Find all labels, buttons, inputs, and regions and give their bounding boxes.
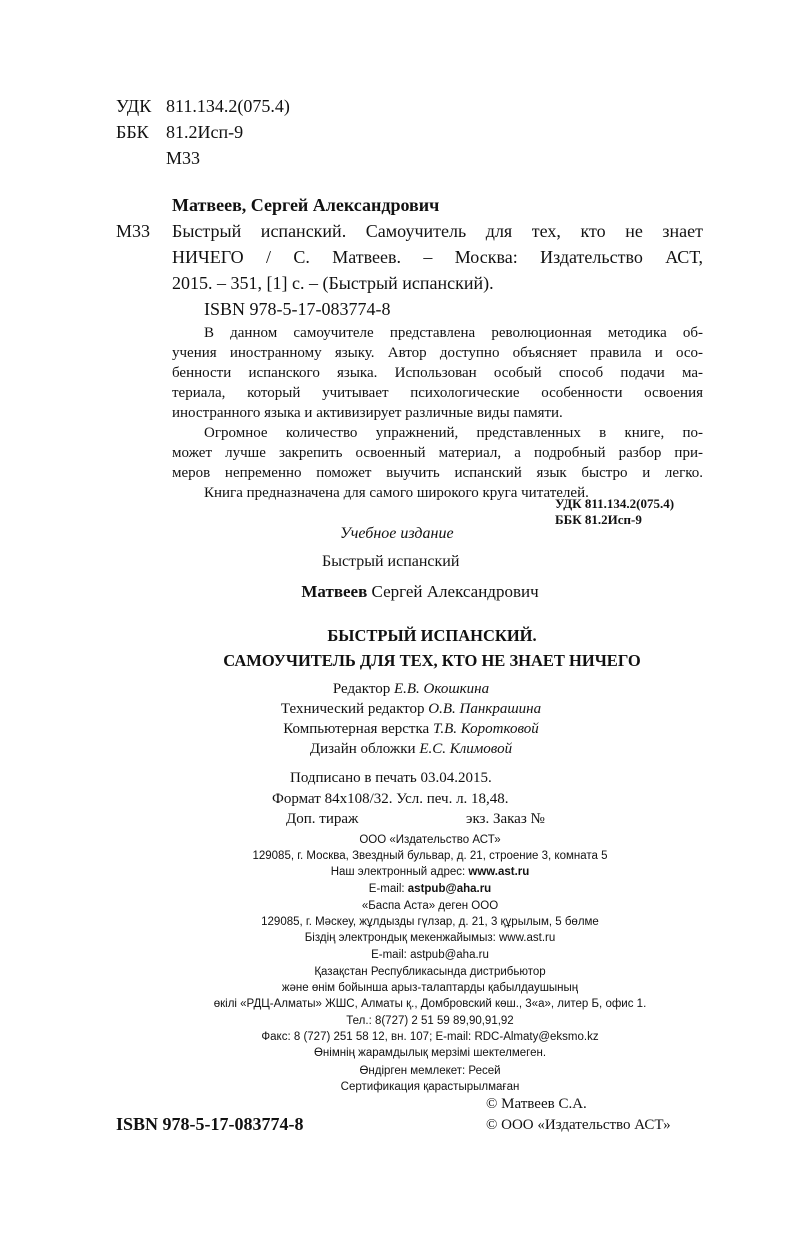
catalog-title-line-3: 2015. – 351, [1] с. – (Быстрый испанский). [172,273,494,293]
book-title-line-2: САМОУЧИТЕЛЬ ДЛЯ ТЕХ, КТО НЕ ЗНАЕТ НИЧЕГО [223,651,641,670]
annotation-line: иностранного языка и активизирует различные виды памяти. [172,405,563,421]
annotation-line: бенности испанского языка. Использован особый способ подачи ма- [172,365,703,381]
certification-note: Сертификация қарастырылмаған [340,1081,520,1094]
catalog-author-heading: Матвеев, Сергей Александрович [172,195,440,215]
catalog-title-line-2: НИЧЕГО / С. Матвеев. – Москва: Издательство АСТ, [172,247,703,267]
staff-name: Е.В. Окошкина [393,681,490,697]
publisher-ru [150,832,710,897]
origin-country: Өндірген мемлекет: Ресей [359,1065,501,1077]
book-format: Формат 84x108/32. Усл. печ. л. 18,48. [272,791,509,807]
copyright-author: © Матвеев С.А. [486,1096,587,1112]
header-bbk-label: ББК [116,122,149,142]
distributor-line: Факс: 8 (727) 251 58 12, вн. 107; E-mail: RDC-Almaty@eksmo.kz [261,1030,599,1043]
distributor [150,964,710,1061]
publisher-ru-email-label: E-mail: [368,882,405,895]
annotation-line: меров непременно поможет выучить испанский язык быстро и легко. [172,465,703,481]
publisher-ru-site-label: Наш электронный адрес: [330,866,466,879]
edition-type: Учебное издание [340,525,454,542]
staff-role: Дизайн обложки [309,741,416,757]
publisher-ru-site: www.ast.ru [468,866,530,879]
publisher-kz-name: «Баспа Аста» деген ООО [361,900,499,912]
distributor-line: Тел.: 8(727) 2 51 59 89,90,91,92 [346,1014,514,1027]
header-bbk-value: 81.2Исп-9 [166,122,244,142]
distributor-line: Қазақстан Республикасында дистрибьютор [314,966,546,978]
annotation-line: териала, который учитывает психологические особенности освоения [172,385,703,401]
footer-isbn: ISBN 978-5-17-083774-8 [116,1114,304,1134]
distributor-line: өкілі «РДЦ-Алматы» ЖШС, Алматы қ., Домбровский көш., 3«а», литер Б, офис 1. [213,998,647,1011]
publisher-ru-email-line [150,881,710,897]
staff-role: Редактор [332,681,391,697]
catalog-udk-right: УДК 811.134.2(075.4) [555,496,675,511]
staff-role: Компьютерная верстка [283,721,430,737]
staff-cover-design [36,740,786,759]
publisher-kz [150,898,710,963]
staff-name: Е.С. Климовой [419,741,513,757]
staff-layout [36,720,786,739]
distributor-line: Өнімнің жарамдылық мерзімі шектелмеген. [313,1047,547,1060]
annotation-line: В данном самоучителе представлена революционная методика об- [204,325,703,341]
catalog-title-line [172,220,703,294]
header-udk-value: 811.134.2(075.4) [166,96,290,116]
author-names: Сергей Александрович [371,582,539,601]
publisher-kz-email-line: E-mail: astpub@aha.ru [371,948,489,961]
staff-editor [36,680,786,699]
staff-name: Т.В. Коротковой [432,721,539,737]
annotation [172,324,703,503]
staff-tech-editor [36,700,786,719]
header-udk-label: УДК [116,96,152,116]
catalog-isbn: ISBN 978-5-17-083774-8 [204,299,391,319]
annotation-line: Книга предназначена для самого широкого круга читателей. [204,485,589,501]
extra-print-label: Доп. тираж [286,811,359,827]
distributor-line: және өнім бойынша арыз-талаптарды қабылдаушының [281,982,579,995]
publisher-ru-site-line [150,864,710,880]
book-title-line-1: БЫСТРЫЙ ИСПАНСКИЙ. [327,626,537,645]
publisher-ru-email: astpub@aha.ru [407,882,492,895]
publisher-ru-address: 129085, г. Москва, Звездный бульвар, д. 21, строение 3, комната 5 [252,850,608,863]
catalog-mark: М33 [116,221,151,241]
staff-list [0,680,786,759]
author-surname: Матвеев [301,582,368,601]
staff-role: Технический редактор [280,701,425,717]
annotation-line: может лучше закрепить освоенный материал, а подробный разбор при- [172,445,703,461]
publisher-kz-address: 129085, г. Мәскеу, жұлдызды гүлзар, д. 21, 3 құрылым, 5 бөлме [261,916,599,929]
signed-to-print: Подписано в печать 03.04.2015. [290,770,492,786]
copies-order-label: экз. Заказ № [466,811,545,827]
annotation-line: учения иностранному языку. Автор доступно объясняет правила и осо- [172,345,703,361]
annotation-line: Огромное количество упражнений, представленных в книге, по- [204,425,703,441]
catalog-bbk-right: ББК 81.2Исп-9 [555,512,642,527]
publisher-ru-name: ООО «Издательство АСТ» [359,834,501,846]
staff-name: О.В. Панкрашина [428,701,542,717]
header-author-mark: М33 [166,148,201,168]
publisher-kz-site-line: Біздің электрондық мекенжайымыз: www.ast.ru [304,932,556,945]
copyright-publisher: © ООО «Издательство АСТ» [486,1117,671,1133]
catalog-title-line-1: Быстрый испанский. Самоучитель для тех, кто не знает [172,221,703,241]
series-name: Быстрый испанский [322,553,460,570]
origin-info [150,1063,710,1095]
publication-author [0,581,786,603]
